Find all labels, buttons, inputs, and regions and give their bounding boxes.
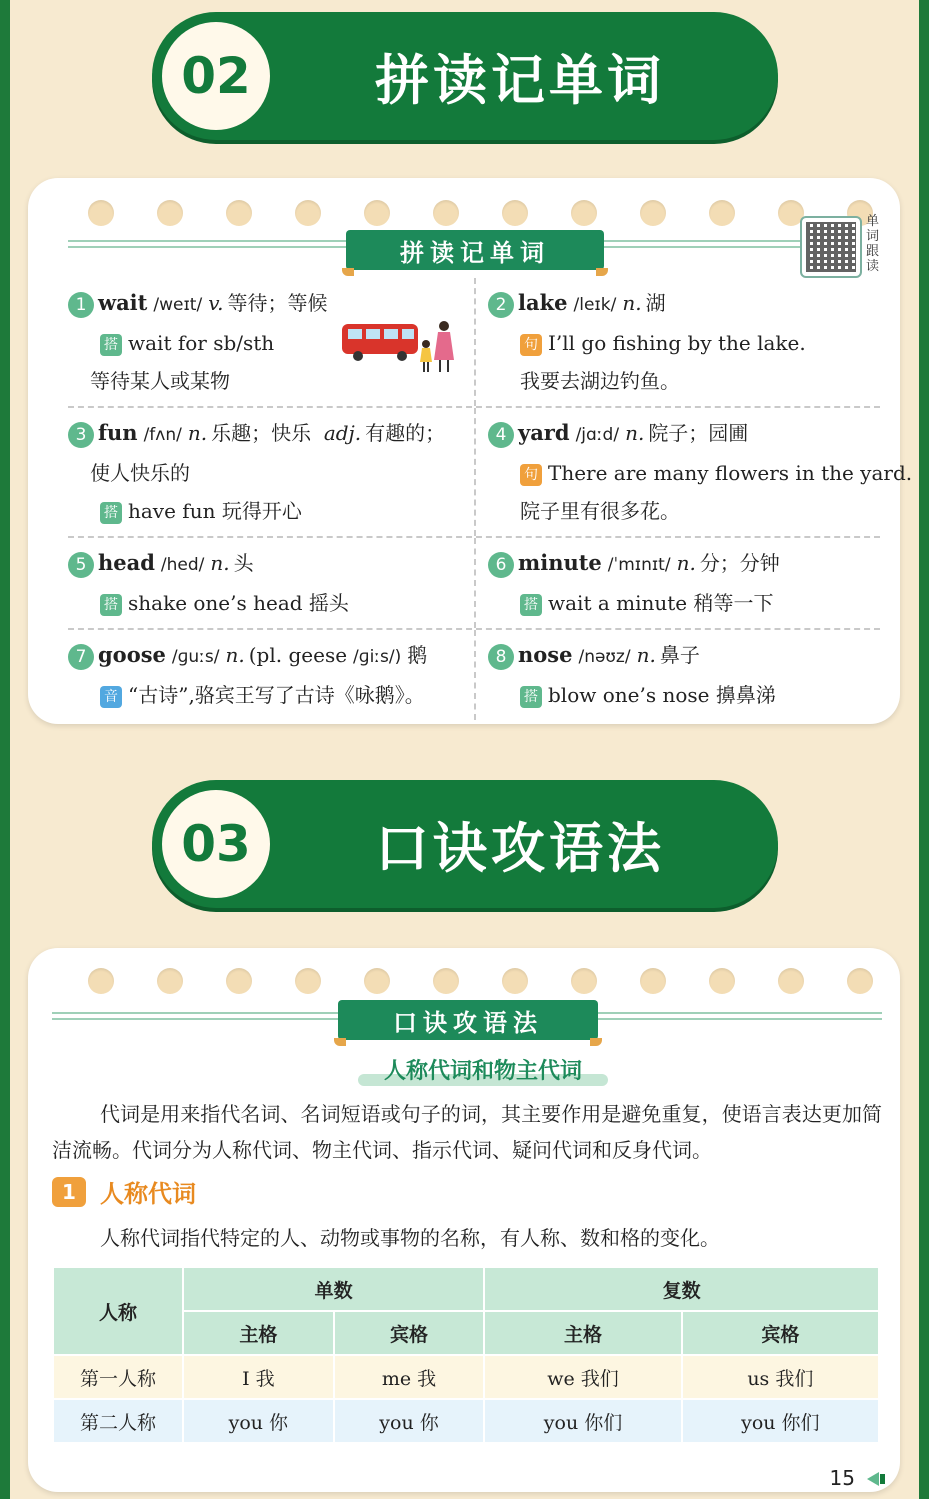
example: I’ll go fishing by the lake. bbox=[548, 331, 806, 355]
subsection-heading bbox=[52, 1174, 196, 1209]
collocation-tag: 搭 bbox=[100, 594, 122, 616]
phonetic: /weɪt/ bbox=[153, 295, 203, 315]
plural-phonetic: /ɡiːs/) bbox=[353, 647, 402, 667]
header-singular: 单数 bbox=[183, 1267, 484, 1311]
subsection-text: 人称代词指代特定的人、动物或事物的名称，有人称、数和格的变化。 bbox=[100, 1226, 720, 1250]
part-of-speech-2: adj. bbox=[323, 421, 362, 445]
vocab-item-nose bbox=[474, 630, 880, 720]
grammar-subtitle: 人称代词和物主代词 bbox=[383, 1059, 582, 1084]
section-title: 口诀攻语法 bbox=[375, 816, 665, 880]
example: wait a minute 稍等一下 bbox=[548, 591, 774, 615]
collocation-tag: 搭 bbox=[520, 686, 542, 708]
example: blow one’s nose 擤鼻涕 bbox=[548, 683, 776, 707]
word: fun bbox=[98, 420, 138, 445]
vocab-grid bbox=[68, 278, 913, 720]
word: goose bbox=[98, 642, 166, 667]
phonetic: /jɑːd/ bbox=[575, 425, 620, 445]
item-number: 4 bbox=[488, 422, 514, 448]
word: yard bbox=[518, 420, 570, 445]
table-row bbox=[53, 1355, 879, 1399]
phonetic: /ˈmɪnɪt/ bbox=[607, 555, 671, 575]
example: wait for sb/sth bbox=[128, 331, 275, 355]
section-title: 拼读记单词 bbox=[375, 48, 665, 112]
word: wait bbox=[98, 290, 148, 315]
binder-holes bbox=[88, 968, 870, 994]
grammar-card bbox=[28, 948, 900, 1492]
meaning: 乐趣；快乐 bbox=[211, 421, 312, 445]
vocab-item-lake bbox=[474, 278, 880, 406]
word: nose bbox=[518, 642, 573, 667]
cell: me 我 bbox=[334, 1355, 485, 1399]
part-of-speech: n. bbox=[676, 551, 696, 575]
part-of-speech: n. bbox=[625, 421, 645, 445]
cell: I 我 bbox=[183, 1355, 334, 1399]
cell-person: 第一人称 bbox=[53, 1355, 183, 1399]
header-person: 人称 bbox=[53, 1267, 183, 1355]
part-of-speech: n. bbox=[636, 643, 656, 667]
item-number: 2 bbox=[488, 292, 514, 318]
binder-holes bbox=[88, 200, 870, 226]
cell: you 你 bbox=[334, 1399, 485, 1443]
subsection-number: 1 bbox=[52, 1177, 86, 1207]
meaning: 分；分钟 bbox=[699, 551, 780, 575]
pronoun-table bbox=[52, 1266, 880, 1444]
vocab-item-minute bbox=[474, 538, 880, 628]
section-tab: 拼读记单词 bbox=[346, 230, 604, 270]
meaning: 湖 bbox=[645, 291, 666, 315]
section-number: 02 bbox=[162, 22, 270, 130]
example-translation: 我要去湖边钓鱼。 bbox=[520, 369, 680, 393]
example: have fun 玩得开心 bbox=[128, 499, 302, 523]
header-plural: 复数 bbox=[484, 1267, 879, 1311]
qr-label: 单词跟读 bbox=[866, 214, 880, 274]
left-edge bbox=[0, 0, 10, 1499]
header-subject: 主格 bbox=[484, 1311, 681, 1355]
vocab-item-wait bbox=[68, 278, 474, 406]
header-object: 宾格 bbox=[682, 1311, 879, 1355]
section-banner-02 bbox=[152, 12, 778, 140]
mnemonic: “古诗”,骆宾王写了古诗《咏鹅》。 bbox=[128, 683, 425, 707]
example: There are many flowers in the yard. bbox=[548, 461, 913, 485]
part-of-speech: n. bbox=[187, 421, 208, 445]
vocab-row bbox=[68, 630, 880, 720]
item-number: 3 bbox=[68, 422, 94, 448]
vocab-item-head bbox=[68, 538, 474, 628]
vocab-row bbox=[68, 408, 913, 538]
section-tab: 口诀攻语法 bbox=[338, 1000, 598, 1040]
part-of-speech: n. bbox=[622, 291, 642, 315]
plural: geese bbox=[288, 643, 348, 667]
vocab-item-fun bbox=[68, 408, 474, 536]
phonetic: /ɡuːs/ bbox=[171, 647, 220, 667]
header-object: 宾格 bbox=[334, 1311, 485, 1355]
vocab-row bbox=[68, 538, 880, 630]
phonetic: /leɪk/ bbox=[573, 295, 617, 315]
phonetic: /hed/ bbox=[160, 555, 205, 575]
section-number: 03 bbox=[162, 790, 270, 898]
cell: you 你们 bbox=[682, 1399, 879, 1443]
meaning: 头 bbox=[233, 551, 254, 575]
phonetic: /fʌn/ bbox=[143, 425, 182, 445]
meaning: 鹅 bbox=[407, 643, 428, 667]
item-number: 8 bbox=[488, 644, 514, 670]
cell: we 我们 bbox=[484, 1355, 681, 1399]
word: minute bbox=[518, 550, 602, 575]
page-number: 15 bbox=[829, 1466, 855, 1490]
cell: you 你 bbox=[183, 1399, 334, 1443]
meaning-2: 有趣的； bbox=[365, 421, 446, 445]
qr-code[interactable] bbox=[800, 216, 862, 278]
word: head bbox=[98, 550, 155, 575]
collocation-tag: 搭 bbox=[100, 334, 122, 356]
intro-paragraph: 代词是用来指代名词、名词短语或句子的词，其主要作用是避免重复，使语言表达更加简洁流畅。代词分为人称代词、物主代词、指示代词、疑问代词和反身代词。 bbox=[52, 1102, 882, 1162]
vocab-item-goose bbox=[68, 630, 474, 720]
example-translation: 院子里有很多花。 bbox=[520, 499, 680, 523]
table-row bbox=[53, 1399, 879, 1443]
section-banner-03 bbox=[152, 780, 778, 908]
sentence-tag: 句 bbox=[520, 334, 542, 356]
vocab-card bbox=[28, 178, 913, 724]
collocation-tag: 搭 bbox=[520, 594, 542, 616]
sentence-tag: 句 bbox=[520, 464, 542, 486]
meaning-continued: 使人快乐的 bbox=[90, 461, 190, 485]
meaning: 等待；等候 bbox=[227, 291, 328, 315]
example: shake one’s head 摇头 bbox=[128, 591, 349, 615]
sound-tag: 音 bbox=[100, 686, 122, 708]
plural-prefix: (pl. bbox=[248, 643, 283, 667]
item-number: 5 bbox=[68, 552, 94, 578]
right-edge bbox=[919, 0, 929, 1499]
word: lake bbox=[518, 290, 568, 315]
collocation-tag: 搭 bbox=[100, 502, 122, 524]
vocab-row bbox=[68, 278, 880, 408]
cell: you 你们 bbox=[484, 1399, 681, 1443]
example-translation: 等待某人或某物 bbox=[90, 369, 230, 393]
item-number: 6 bbox=[488, 552, 514, 578]
subsection-title: 人称代词 bbox=[100, 1180, 196, 1208]
header-subject: 主格 bbox=[183, 1311, 334, 1355]
page-corner-icon bbox=[865, 1470, 887, 1488]
item-number: 1 bbox=[68, 292, 94, 318]
phonetic: /nəʊz/ bbox=[578, 647, 631, 667]
part-of-speech: n. bbox=[225, 643, 245, 667]
meaning: 鼻子 bbox=[659, 643, 700, 667]
part-of-speech: n. bbox=[210, 551, 230, 575]
item-number: 7 bbox=[68, 644, 94, 670]
cell: us 我们 bbox=[682, 1355, 879, 1399]
meaning: 院子；园圃 bbox=[648, 421, 749, 445]
cell-person: 第二人称 bbox=[53, 1399, 183, 1443]
vocab-item-yard bbox=[474, 408, 913, 536]
part-of-speech: v. bbox=[208, 291, 224, 315]
